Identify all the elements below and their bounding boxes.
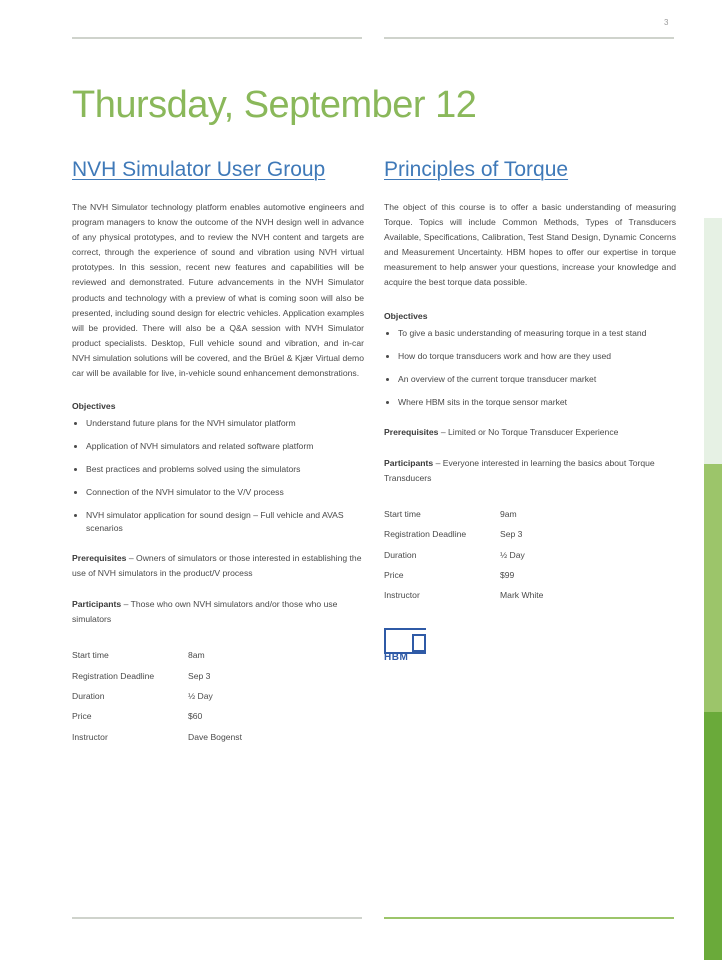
- objective-item: • How do torque transducers work and how are they used: [398, 350, 676, 363]
- objective-item: • Best practices and problems solved using the simulators: [86, 463, 364, 476]
- objective-item: • Understand future plans for the NVH simulator platform: [86, 417, 364, 430]
- objectives-heading: Objectives: [384, 310, 428, 321]
- objective-item: • An overview of the current torque transducer market: [398, 373, 676, 386]
- bottom-divider-left: [72, 917, 362, 919]
- course-title[interactable]: NVH Simulator User Group: [72, 158, 326, 181]
- course-description: The object of this course is to offer a basic understanding of measuring Torque. Topics will include Common Methods, Types of Transducers Available, Specifications, Calibration, Test Stand Design, Dynamic Concerns and Measurement Uncertainty. HBM hopes to offer our expertise in torque measurement to help answer your questions, increase your knowledge and acquire the best torque data possible.: [384, 202, 676, 288]
- top-divider-right: [384, 37, 674, 39]
- info-value: ½ Day: [188, 691, 213, 702]
- info-value: Mark White: [500, 590, 544, 601]
- prerequisites-text: – Limited or No Torque Transducer Experience: [438, 426, 619, 437]
- prerequisites-label: Prerequisites: [72, 553, 127, 564]
- info-value: $99: [500, 569, 515, 580]
- info-row: [72, 645, 364, 665]
- participants-label: Participants: [384, 457, 434, 468]
- info-value: $60: [188, 711, 203, 722]
- hbm-logo-text: HBM: [384, 651, 409, 663]
- course-info-table: [72, 645, 364, 747]
- info-key: Price: [384, 569, 404, 580]
- info-row: [72, 706, 364, 726]
- participants-text: – Those who own NVH simulators and/or those who use simulators: [72, 599, 338, 625]
- objective-item: • Connection of the NVH simulator to the V/V process: [86, 486, 364, 499]
- info-key: Registration Deadline: [384, 529, 467, 540]
- info-row: [384, 565, 676, 585]
- info-value: Sep 3: [188, 670, 211, 681]
- info-key: Instructor: [384, 590, 420, 601]
- info-value: ½ Day: [500, 549, 525, 560]
- participants: [72, 597, 364, 627]
- page-title: Thursday, September 12: [72, 84, 477, 126]
- hbm-logo-mark: [384, 628, 426, 654]
- objective-item: • To give a basic understanding of measuring torque in a test stand: [398, 327, 676, 340]
- participants-text: – Everyone interested in learning the basics about Torque Transducers: [384, 457, 655, 483]
- info-value: Dave Bogenst: [188, 731, 242, 742]
- course-nvh-simulator: [72, 158, 364, 747]
- info-row: [384, 504, 676, 524]
- course-info-table: [384, 504, 676, 606]
- side-color-strip-mid: [704, 464, 722, 712]
- objective-item: • Application of NVH simulators and related software platform: [86, 440, 364, 453]
- participants-label: Participants: [72, 599, 122, 610]
- info-value: Sep 3: [500, 529, 523, 540]
- objectives-list: [72, 417, 364, 535]
- prerequisites: [384, 425, 676, 440]
- info-row: [384, 524, 676, 544]
- info-key: Duration: [72, 691, 105, 702]
- info-key: Start time: [72, 650, 109, 661]
- objective-item: • NVH simulator application for sound design – Full vehicle and AVAS scenarios: [86, 509, 364, 535]
- hbm-logo: [384, 628, 426, 664]
- course-description: The NVH Simulator technology platform enables automotive engineers and program managers to know the outcome of the NVH design well in advance of any physical prototypes, and to review the NVH content and targets are correct, through the experience of sound and vibration using NVH virtual prototypes. In this session, recent new features and capabilities will be reviewed and demonstrated. Future advancements in the NVH Simulator products and technology with a preview of what is coming soon will also be presented, including sound design for electric vehicles. Application examples will be provided. There will also be a Q&A session with NVH Simulator product specialists. Desktop, Full vehicle sound and vibration, and in-car NVH simulation solutions will be covered, and the Brüel & Kjær Virtual demo car will be available for live, in-vehicle sound enhancement demonstrations.: [72, 202, 364, 379]
- info-row: [384, 585, 676, 605]
- info-row: [72, 666, 364, 686]
- page-number: 3: [664, 18, 669, 27]
- course-principles-of-torque: [384, 158, 676, 664]
- prerequisites: [72, 551, 364, 581]
- info-row: [72, 686, 364, 706]
- info-key: Duration: [384, 549, 417, 560]
- bottom-divider-right: [384, 917, 674, 919]
- info-key: Instructor: [72, 731, 108, 742]
- objectives-list: [384, 327, 676, 409]
- prerequisites-text: – Owners of simulators or those interested in establishing the use of NVH simulators in the product/V process: [72, 553, 362, 579]
- info-key: Start time: [384, 508, 421, 519]
- info-row: [72, 727, 364, 747]
- side-color-strip-dark: [704, 712, 722, 960]
- prerequisites-label: Prerequisites: [384, 426, 439, 437]
- objective-item: • Where HBM sits in the torque sensor market: [398, 396, 676, 409]
- objectives-heading: Objectives: [72, 401, 116, 412]
- info-value: 8am: [188, 650, 205, 661]
- info-row: [384, 544, 676, 564]
- info-value: 9am: [500, 508, 517, 519]
- course-title[interactable]: Principles of Torque: [384, 158, 569, 181]
- info-key: Price: [72, 711, 92, 722]
- side-color-strip-light: [704, 218, 722, 464]
- participants: [384, 456, 676, 486]
- top-divider-left: [72, 37, 362, 39]
- info-key: Registration Deadline: [72, 670, 155, 681]
